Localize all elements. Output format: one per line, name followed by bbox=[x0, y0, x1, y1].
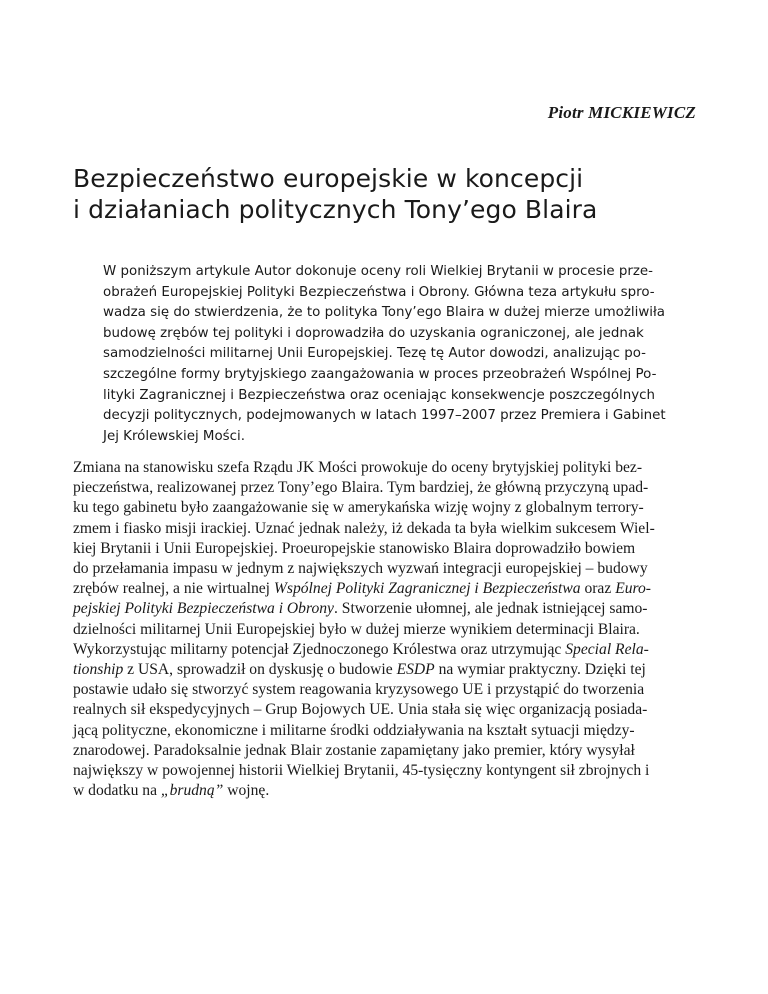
body-line: dzielności militarnej Unii Europejskiej było w dużej mierze wynikiem determinacji Blaira. bbox=[73, 620, 640, 638]
body-text-run: w dodatku na bbox=[73, 782, 161, 800]
body-line: zmem i fiasko misji irackiej. Uznać jednak należy, iż dekada ta była wielkim sukcesem Wiel- bbox=[73, 519, 655, 537]
body-text-run: Wykorzystując militarny potencjał Zjednoczonego Królestwa oraz utrzymując bbox=[73, 640, 566, 658]
body-line: kiej Brytanii i Unii Europejskiej. Proeuropejskie stanowisko Blaira doprowadziło bowiem bbox=[73, 539, 636, 557]
abstract bbox=[103, 262, 665, 447]
italic-term: Euro- bbox=[615, 580, 651, 598]
abstract-line: W poniższym artykule Autor dokonuje oceny roli Wielkiej Brytanii w procesie prze- bbox=[103, 264, 653, 279]
body-text-run: . Stworzenie ułomnej, ale jednak istniejącej samo- bbox=[333, 600, 648, 618]
body-text-run: z USA, sprowadził on dyskusję o budowie bbox=[123, 661, 397, 679]
italic-term: „brudną” bbox=[160, 782, 224, 800]
italic-term: tionship bbox=[73, 661, 124, 679]
body-line bbox=[73, 640, 695, 660]
body-line: największy w powojennej historii Wielkiej Brytanii, 45-tysięczny kontyngent sił zbrojnych i bbox=[73, 762, 650, 780]
abstract-line: lityki Zagranicznej i Bezpieczeństwa oraz oceniając konsekwencje poszczególnych bbox=[103, 387, 656, 403]
body-line: postawie udało się stworzyć system reagowania kryzysowego UE i przystąpić do tworzenia bbox=[73, 681, 645, 699]
italic-term: Wspólnej Polityki Zagranicznej i Bezpieczeństwa bbox=[273, 580, 581, 598]
body-text-run: zrębów realnej, a nie wirtualnej bbox=[73, 580, 274, 598]
body-line bbox=[73, 579, 695, 599]
abstract-line: wadza się do stwierdzenia, że to polityka Tony’ego Blaira w dużej mierze umożliwiła bbox=[103, 305, 665, 321]
abstract-line: samodzielności militarnej Unii Europejskiej. Tezę tę Autor dowodzi, analizując po- bbox=[103, 346, 647, 362]
abstract-line: budowę zrębów tej polityki i doprowadziła do uzyskania ograniczonej, ale jednak bbox=[103, 325, 644, 341]
body-line: ku tego gabinetu było zaangażowanie się w amerykańska wizję wojny z globalnym terrory- bbox=[73, 499, 644, 517]
italic-term: Special Rela- bbox=[565, 640, 649, 658]
body-line: Zmiana na stanowisku szefa Rządu JK Mości prowokuje do oceny brytyjskiej polityki bez- bbox=[73, 459, 643, 476]
body-text-run: na wymiar praktyczny. Dzięki tej bbox=[434, 661, 646, 679]
body-line bbox=[73, 599, 695, 619]
body-line: jącą polityczne, ekonomiczne i militarne środki oddziaływania na kształt sytuacji między- bbox=[73, 721, 635, 739]
body-text-run: oraz bbox=[580, 580, 616, 598]
article-title bbox=[73, 163, 693, 225]
body-paragraph bbox=[73, 458, 695, 801]
abstract-line: decyzji politycznych, podejmowanych w latach 1997–2007 przez Premiera i Gabinet bbox=[103, 408, 666, 424]
author-name: Piotr MICKIEWICZ bbox=[547, 103, 696, 122]
body-line bbox=[73, 660, 695, 680]
body-line bbox=[73, 781, 695, 801]
abstract-line: obrażeń Europejskiej Polityki Bezpieczeństwa i Obrony. Główna teza artykułu spro- bbox=[103, 284, 655, 300]
title-line: i działaniach politycznych Tony’ego Blaira bbox=[73, 195, 598, 224]
body-line: realnych sił ekspedycyjnych – Grup Bojowych UE. Unia stała się więc organizacją posiada- bbox=[73, 701, 648, 719]
body-text-run: wojnę. bbox=[223, 782, 270, 800]
italic-term: ESDP bbox=[396, 661, 435, 679]
abstract-line: Jej Królewskiej Mości. bbox=[103, 428, 245, 444]
body-line: do przełamania impasu w jednym z największych wyzwań integracji europejskiej – budowy bbox=[73, 560, 648, 578]
italic-term: pejskiej Polityki Bezpieczeństwa i Obrony bbox=[73, 600, 334, 618]
body-line: znarodowej. Paradoksalnie jednak Blair zostanie zapamiętany jako premier, który wysyłał bbox=[73, 741, 635, 759]
abstract-line: szczególne formy brytyjskiego zaangażowania w proces przeobrażeń Wspólnej Po- bbox=[103, 366, 657, 382]
body-line: pieczeństwa, realizowanej przez Tony’ego Blaira. Tym bardziej, że główną przyczyną upad- bbox=[73, 479, 649, 497]
title-line: Bezpieczeństwo europejskie w koncepcji bbox=[73, 164, 584, 193]
